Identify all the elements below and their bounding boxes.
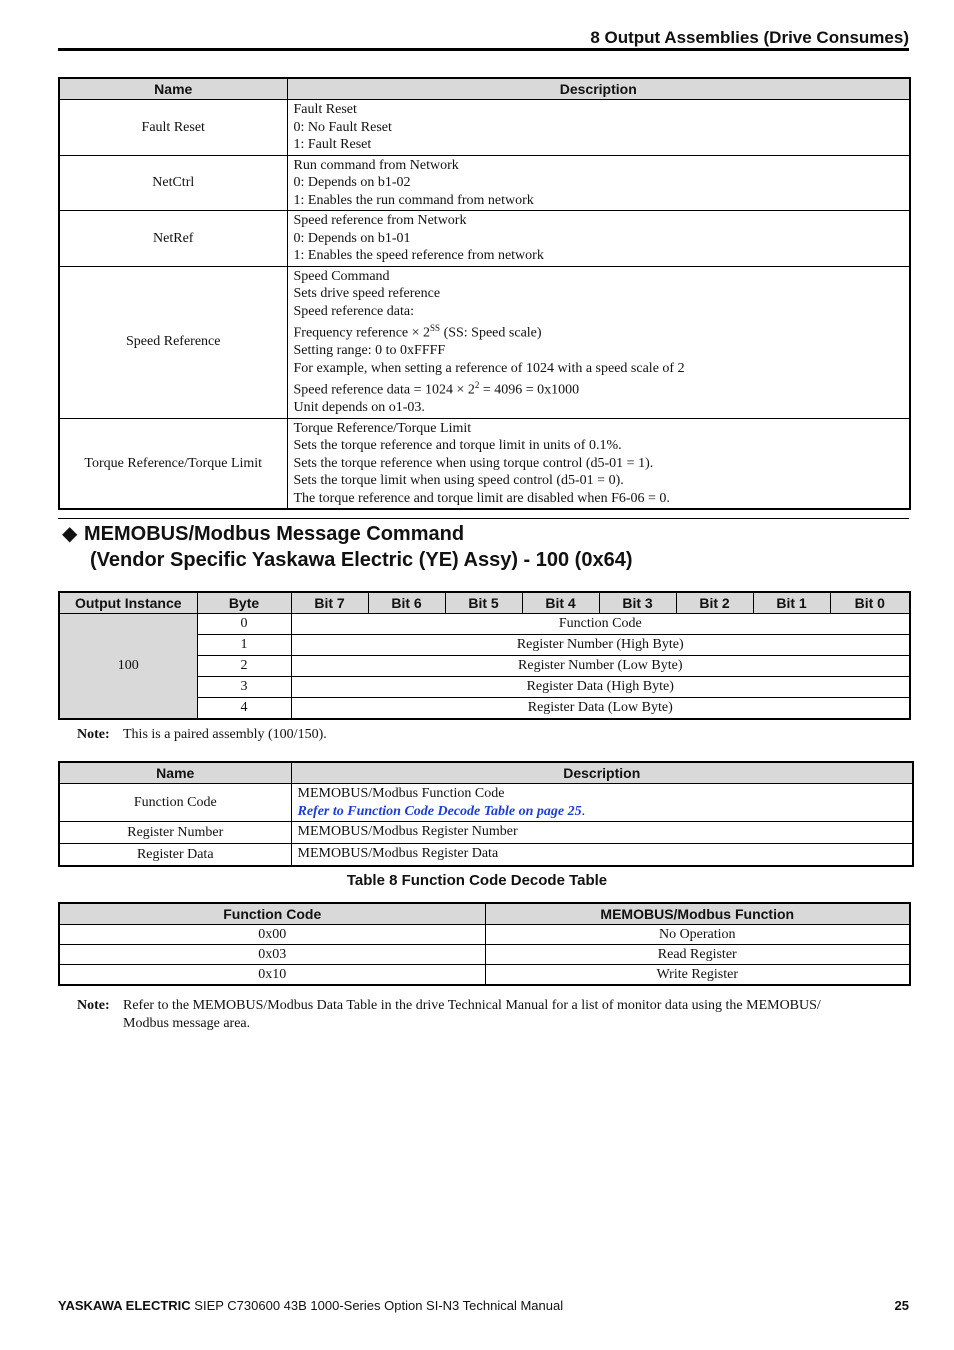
table-row (59, 100, 910, 156)
column-header-description: Description (291, 762, 913, 784)
note-text: This is a paired assembly (100/150). (123, 727, 327, 742)
column-header-bit5: Bit 5 (445, 592, 522, 614)
description-line: Sets the torque reference and torque limit in units of 0.1%. (293, 438, 622, 454)
section-heading-line2: (Vendor Specific Yaskawa Electric (YE) Assy) - 100 (0x64) (90, 549, 633, 571)
table-row (59, 965, 910, 986)
table-header-row (59, 78, 910, 100)
column-header-description: Description (287, 78, 910, 100)
description-line: Sets the torque limit when using speed control (d5-01 = 0). (293, 473, 624, 489)
note-label: Note: (77, 998, 110, 1013)
byte-content-cell: Register Data (Low Byte) (291, 698, 910, 720)
description-line: 0: Depends on b1-01 (293, 230, 411, 246)
description-line: For example, when setting a reference of 1024 with a speed scale of 2 (293, 360, 685, 376)
function-code-cell: 0x03 (59, 945, 485, 965)
table-row (59, 211, 910, 267)
table-header-row (59, 903, 910, 925)
column-header-name: Name (59, 762, 291, 784)
column-header-name: Name (59, 78, 287, 100)
column-header-bit6: Bit 6 (368, 592, 445, 614)
function-name-cell: Write Register (485, 965, 910, 986)
output-instance-cell: 100 (59, 614, 197, 720)
description-line: 1: Enables the speed reference from network (293, 248, 544, 263)
frequency-suffix: (SS: Speed scale) (440, 325, 542, 341)
description-line: 0: No Fault Reset (293, 119, 392, 135)
note-text-line1: Refer to the MEMOBUS/Modbus Data Table in the drive Technical Manual for a list of monitor data using the MEMOBUS/ (123, 998, 821, 1013)
description-line: 1: Fault Reset (293, 137, 372, 152)
note-label: Note: (77, 727, 110, 742)
message-command-description-table (58, 761, 914, 867)
table-row (59, 266, 910, 418)
function-code-decode-table (58, 902, 911, 986)
byte-cell: 0 (197, 614, 291, 635)
table-row (59, 945, 910, 965)
row-name: Register Data (59, 844, 291, 867)
table-row (59, 925, 910, 945)
row-name: Speed Reference (59, 266, 287, 418)
description-line (298, 803, 907, 821)
description-line: Sets the torque reference when using torque control (d5-01 = 1). (293, 455, 654, 471)
diamond-icon: ◆ (62, 523, 78, 545)
column-header-modbus-function: MEMOBUS/Modbus Function (485, 903, 910, 925)
function-name-cell: Read Register (485, 945, 910, 965)
row-name: Function Code (59, 784, 291, 822)
row-description (287, 100, 910, 156)
description-line: 1: Enables the run command from network (293, 192, 534, 208)
row-description: MEMOBUS/Modbus Register Data (291, 844, 913, 867)
row-name: NetRef (59, 211, 287, 267)
row-name: NetCtrl (59, 155, 287, 211)
section-divider (58, 518, 909, 519)
description-line: Setting range: 0 to 0xFFFF (293, 343, 446, 359)
table-row (59, 418, 910, 509)
page-number: 25 (894, 1298, 909, 1313)
description-line: Run command from Network (293, 157, 459, 173)
function-code-cell: 0x10 (59, 965, 485, 986)
frequency-text: Frequency reference × 2 (293, 325, 431, 341)
description-line (294, 377, 904, 399)
description-line: The torque reference and torque limit are disabled when F6-06 = 0. (293, 490, 670, 506)
note-text-line2: Modbus message area. (123, 1016, 251, 1031)
byte-cell: 2 (197, 656, 291, 677)
description-line: Fault Reset (293, 102, 357, 117)
function-code-cell: 0x00 (59, 925, 485, 945)
table-header-row (59, 762, 913, 784)
speed-data-suffix: = 4096 = 0x1000 (479, 382, 580, 398)
superscript-ss: SS (430, 323, 441, 333)
link-suffix: . (581, 803, 586, 819)
footer-manual-title: SIEP C730600 43B 1000-Series Option SI-N3 Technical Manual (190, 1298, 564, 1313)
page-header-title: 8 Output Assemblies (Drive Consumes) (590, 28, 909, 47)
section-heading (62, 521, 633, 573)
column-header-bit4: Bit 4 (522, 592, 599, 614)
byte-content-cell: Register Data (High Byte) (291, 677, 910, 698)
row-description (287, 266, 910, 418)
description-line: Speed reference data: (293, 303, 414, 319)
table-caption: Table 8 Function Code Decode Table (346, 872, 608, 889)
table-row (59, 844, 913, 867)
description-line: MEMOBUS/Modbus Function Code (297, 786, 505, 801)
speed-data-text: Speed reference data = 1024 × 2 (293, 382, 475, 398)
footer-brand: YASKAWA ELECTRIC (58, 1298, 191, 1313)
superscript-2: 2 (474, 380, 480, 391)
column-header-bit2: Bit 2 (676, 592, 753, 614)
table-row (59, 784, 913, 822)
row-description (291, 784, 913, 822)
table-header-row (59, 592, 910, 614)
column-header-byte: Byte (197, 592, 291, 614)
function-code-table-link[interactable]: Refer to Function Code Decode Table on page 25 (297, 803, 582, 819)
table-row (59, 614, 910, 635)
byte-cell: 1 (197, 635, 291, 656)
page-footer (58, 1298, 909, 1313)
row-description (287, 418, 910, 509)
description-line: Speed reference from Network (293, 213, 467, 228)
note-paired-assembly (77, 726, 327, 744)
column-header-bit3: Bit 3 (599, 592, 676, 614)
column-header-output-instance: Output Instance (59, 592, 197, 614)
page-header (58, 28, 909, 51)
table-row (59, 822, 913, 844)
column-header-bit0: Bit 0 (830, 592, 910, 614)
bit-layout-table (58, 591, 911, 720)
column-header-function-code: Function Code (59, 903, 485, 925)
row-name: Fault Reset (59, 100, 287, 156)
byte-content-cell: Function Code (291, 614, 910, 635)
column-header-bit1: Bit 1 (753, 592, 830, 614)
description-line: 0: Depends on b1-02 (293, 175, 411, 190)
description-line: Speed Command (293, 268, 390, 284)
description-line (294, 320, 904, 342)
note-data-table (77, 997, 877, 1033)
byte-content-cell: Register Number (Low Byte) (291, 656, 910, 677)
description-line: Torque Reference/Torque Limit (293, 420, 472, 436)
description-line: Unit depends on o1-03. (293, 400, 425, 416)
section-heading-line1: MEMOBUS/Modbus Message Command (84, 523, 465, 545)
output-assembly-description-table (58, 77, 911, 510)
function-name-cell: No Operation (485, 925, 910, 945)
byte-cell: 3 (197, 677, 291, 698)
row-description (287, 155, 910, 211)
column-header-bit7: Bit 7 (291, 592, 368, 614)
description-line: Sets drive speed reference (293, 286, 441, 301)
row-description: MEMOBUS/Modbus Register Number (291, 822, 913, 844)
byte-content-cell: Register Number (High Byte) (291, 635, 910, 656)
row-name: Register Number (59, 822, 291, 844)
byte-cell: 4 (197, 698, 291, 720)
row-name: Torque Reference/Torque Limit (59, 418, 287, 509)
table-row (59, 155, 910, 211)
row-description (287, 211, 910, 267)
